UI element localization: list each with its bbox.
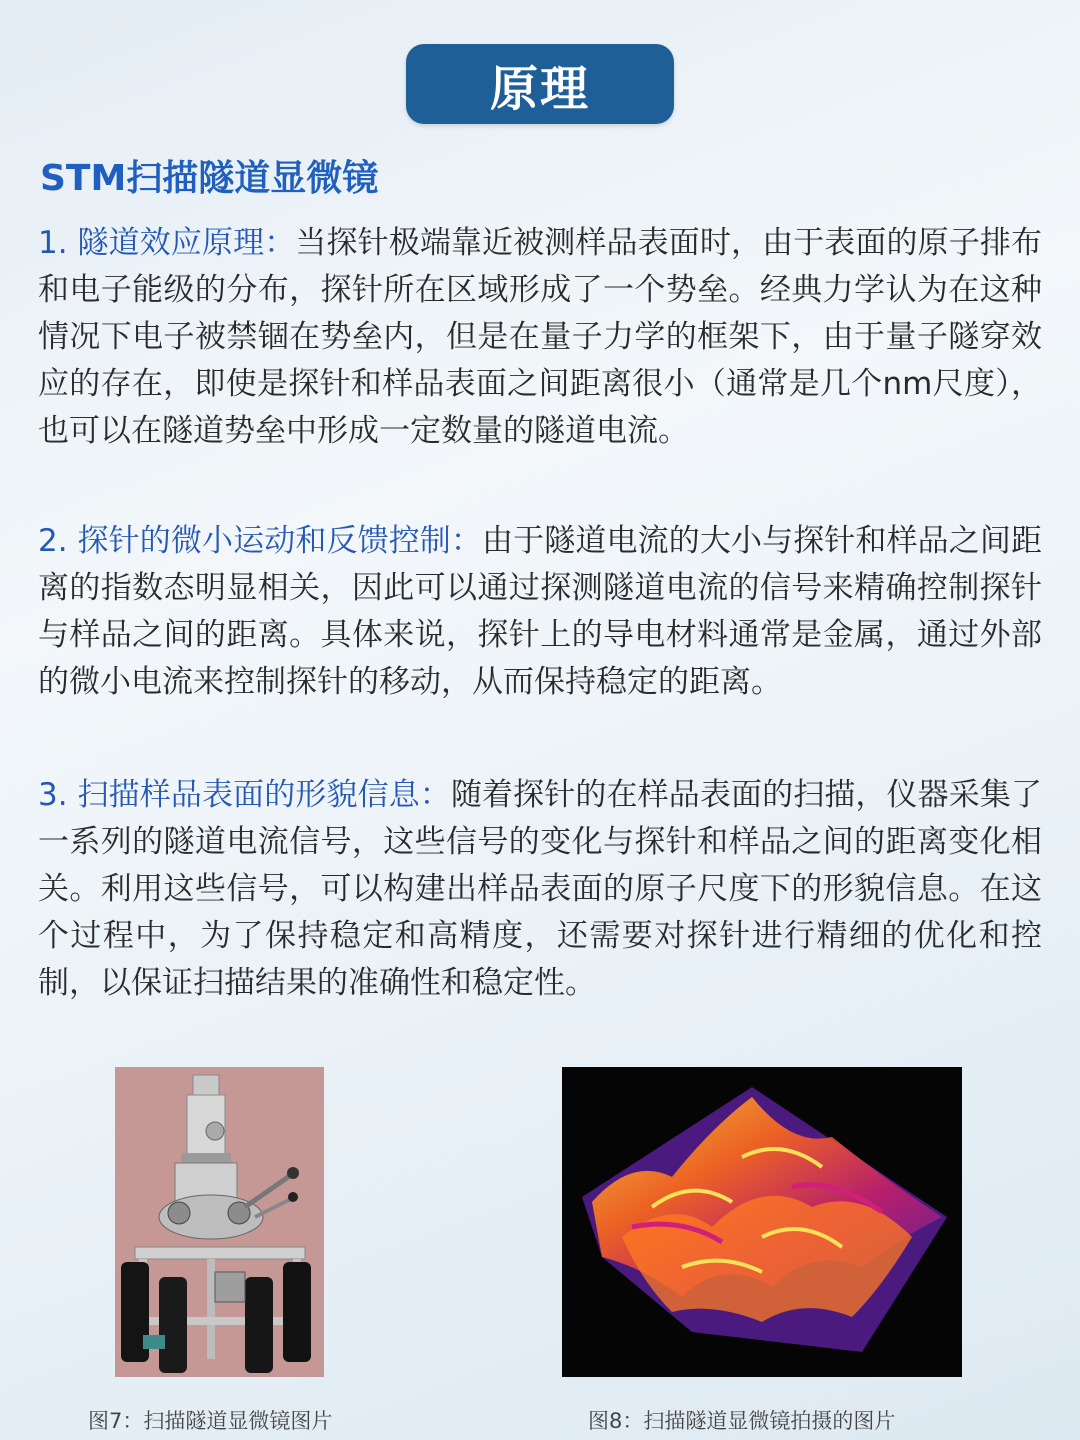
paragraph-body: 由于隧道电流的大小与探针和样品之间距离的指数态明显相关，因此可以通过探测隧道电流的信号来精确控制探针与样品之间的距离。具体来说，探针上的导电材料通常是金属，通过外部的微小电流来控制探针的移动，从而保持稳定的距离。 <box>38 523 1042 700</box>
paragraph-tunneling-principle <box>38 220 1042 455</box>
page-title: 原理 <box>406 44 674 124</box>
stm-scan-image <box>562 1067 962 1377</box>
stm-instrument-photo <box>115 1067 324 1377</box>
paragraph-body: 随着探针的在样品表面的扫描，仪器采集了一系列的隧道电流信号，这些信号的变化与探针和样品之间的距离变化相关。利用这些信号，可以构建出样品表面的原子尺度下的形貌信息。在这个过程中，为了保持稳定和高精度，还需要对探针进行精细的优化和控制，以保证扫描结果的准确性和稳定性。 <box>38 777 1043 1001</box>
paragraph-lead: 1. 隧道效应原理： <box>38 225 296 261</box>
paragraph-surface-scan <box>38 772 1042 1007</box>
paragraph-lead: 2. 探针的微小运动和反馈控制： <box>38 523 483 559</box>
figure-7-caption: 图7：扫描隧道显微镜图片 <box>88 1409 333 1433</box>
paragraph-feedback-control <box>38 518 1042 706</box>
figure-8-caption: 图8：扫描隧道显微镜拍摄的图片 <box>588 1409 896 1433</box>
paragraph-lead: 3. 扫描样品表面的形貌信息： <box>38 777 451 813</box>
section-heading: STM扫描隧道显微镜 <box>40 158 379 199</box>
paragraph-body: 当探针极端靠近被测样品表面时，由于表面的原子排布和电子能级的分布，探针所在区域形成了一个势垒。经典力学认为在这种情况下电子被禁锢在势垒内，但是在量子力学的框架下，由于量子隧穿效应的存在，即使是探针和样品表面之间距离很小（通常是几个nm尺度），也可以在隧道势垒中形成一定数量的隧道电流。 <box>38 225 1042 449</box>
